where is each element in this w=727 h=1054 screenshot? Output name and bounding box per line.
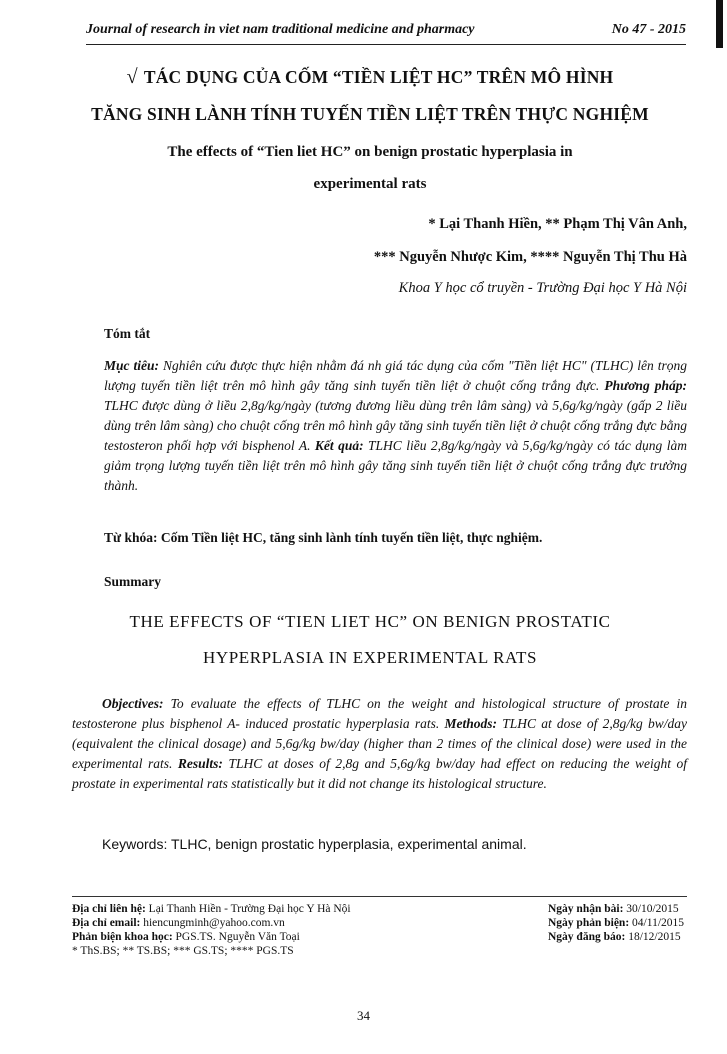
method-en-text: TLHC at dose of 2,8g/kg bw/day (equivalent the clinical dosage) and 5,6g/kg bw/day (higher than 2 times of the clinical dose) were used in the experimental rats. — [72, 716, 687, 771]
objective-vi-text: Nghiên cứu được thực hiện nhằm đá nh giá tác dụng của cốm "Tiền liệt HC" (TLHC) lên trọng lượng tuyến tiền liệt trên mô hình gây tăng sinh tuyến tiền liệt ở chuột cống trắng đực. — [104, 358, 687, 393]
result-vi-text: TLHC liều 2,8g/kg/ngày và 5,6g/kg/ngày có tác dụng làm giảm trọng lượng tuyến tiền liệt trên mô hình gây tăng sinh tuyến tiền liệt ở chuột cống trắng đực trưởng thành. — [104, 438, 687, 493]
reviewed-date: 04/11/2015 — [629, 917, 685, 929]
contact-text: Lại Thanh Hiền - Trường Đại học Y Hà Nội — [145, 903, 351, 915]
reviewer-label: Phản biện khoa học: — [72, 931, 173, 943]
objective-en-label: Objectives: — [102, 696, 164, 711]
method-vi-text: TLHC được dùng ở liều 2,8g/kg/ngày (tương đương liều dùng trên lâm sàng) và 5,6g/kg/ngày (gấp 2 liều dùng trên lâm sàng) cho chuột cống trên mô hình gây tăng sinh tuyến tiền liệt ở chuột cống trắng đực bằng testosteron phối hợp với bisphenol A. — [104, 398, 687, 453]
reviewer-line — [72, 930, 351, 944]
result-en-label: Results: — [172, 756, 223, 771]
abstract-vi-body — [104, 356, 687, 496]
published-date: 18/12/2015 — [625, 931, 681, 943]
keywords-vi-label: Từ khóa: — [104, 530, 158, 545]
summary-body — [72, 694, 687, 794]
method-vi-label: Phương pháp: — [599, 378, 687, 393]
keywords-en-label: Keywords: — [102, 836, 168, 852]
result-en-text: TLHC at doses of 2,8g and 5,6g/kg bw/day had effect on reducing the weight of prostate in experimental rats statistically but it did not change its histological structure. — [72, 756, 688, 791]
objective-vi-label: Mục tiêu: — [104, 358, 159, 373]
summary-title-line2: HYPERPLASIA IN EXPERIMENTAL RATS — [202, 648, 538, 667]
received-line — [548, 902, 684, 916]
journal-header — [86, 18, 686, 45]
email-text[interactable]: hiencungminh@yahoo.com.vn — [140, 917, 285, 929]
reviewer-text: PGS.TS. Nguyễn Văn Toại — [172, 931, 300, 943]
reviewed-line — [548, 916, 684, 930]
title-en-line1: The effects of “Tien liet HC” on benign prostatic hyperplasia in — [167, 144, 573, 160]
keywords-en — [102, 836, 527, 852]
email-label: Địa chỉ email: — [72, 917, 141, 929]
contact-label: Địa chỉ liên hệ: — [72, 903, 146, 915]
journal-issue: No 47 - 2015 — [611, 22, 686, 37]
received-date: 30/10/2015 — [623, 903, 679, 915]
title-en-line2: experimental rats — [313, 176, 427, 192]
title-vi-line1 — [60, 66, 680, 89]
method-en-label: Methods: — [439, 716, 497, 731]
footer-contact-block — [72, 902, 351, 958]
degrees-line: * ThS.BS; ** TS.BS; *** GS.TS; **** PGS.TS — [72, 945, 294, 957]
check-mark-icon: √ — [126, 66, 138, 88]
authors-line1: * Lại Thanh Hiền, ** Phạm Thị Vân Anh, — [428, 216, 687, 232]
title-vi-line1-text: TÁC DỤNG CỦA CỐM “TIỀN LIỆT HC” TRÊN MÔ HÌNH — [143, 67, 614, 87]
reviewed-label: Ngày phản biện: — [548, 917, 630, 929]
keywords-en-text: TLHC, benign prostatic hyperplasia, experimental animal. — [167, 836, 527, 852]
email-line — [72, 916, 351, 930]
summary-heading: Summary — [104, 574, 161, 589]
summary-title-line1: THE EFFECTS OF “TIEN LIET HC” ON BENIGN PROSTATIC — [129, 612, 611, 631]
page-edge-mark — [716, 0, 723, 48]
published-label: Ngày đăng báo: — [548, 931, 626, 943]
objective-en-text: To evaluate the effects of TLHC on the weight and histological structure of prostate in testosterone plus bisphenol A- induced prostatic hyperplasia rats. — [72, 696, 687, 731]
result-vi-label: Kết quả: — [310, 438, 364, 453]
footer-dates-block — [548, 902, 684, 944]
keywords-vi-text: Cốm Tiền liệt HC, tăng sinh lành tính tuyến tiền liệt, thực nghiệm. — [157, 530, 543, 545]
author-affiliation: Khoa Y học cổ truyền - Trường Đại học Y Hà Nội — [398, 280, 687, 296]
published-line — [548, 930, 684, 944]
journal-name: Journal of research in viet nam traditional medicine and pharmacy — [86, 22, 475, 37]
keywords-vi — [104, 530, 687, 546]
contact-line — [72, 902, 351, 916]
title-vi-line2: TĂNG SINH LÀNH TÍNH TUYẾN TIỀN LIỆT TRÊN THỰC NGHIỆM — [91, 104, 649, 124]
received-label: Ngày nhận bài: — [548, 903, 624, 915]
page-number: 34 — [357, 1008, 370, 1023]
abstract-vi-heading: Tóm tắt — [104, 326, 151, 341]
footer-divider — [72, 896, 687, 897]
authors-line2: *** Nguyễn Nhược Kim, **** Nguyễn Thị Thu Hà — [373, 249, 687, 265]
